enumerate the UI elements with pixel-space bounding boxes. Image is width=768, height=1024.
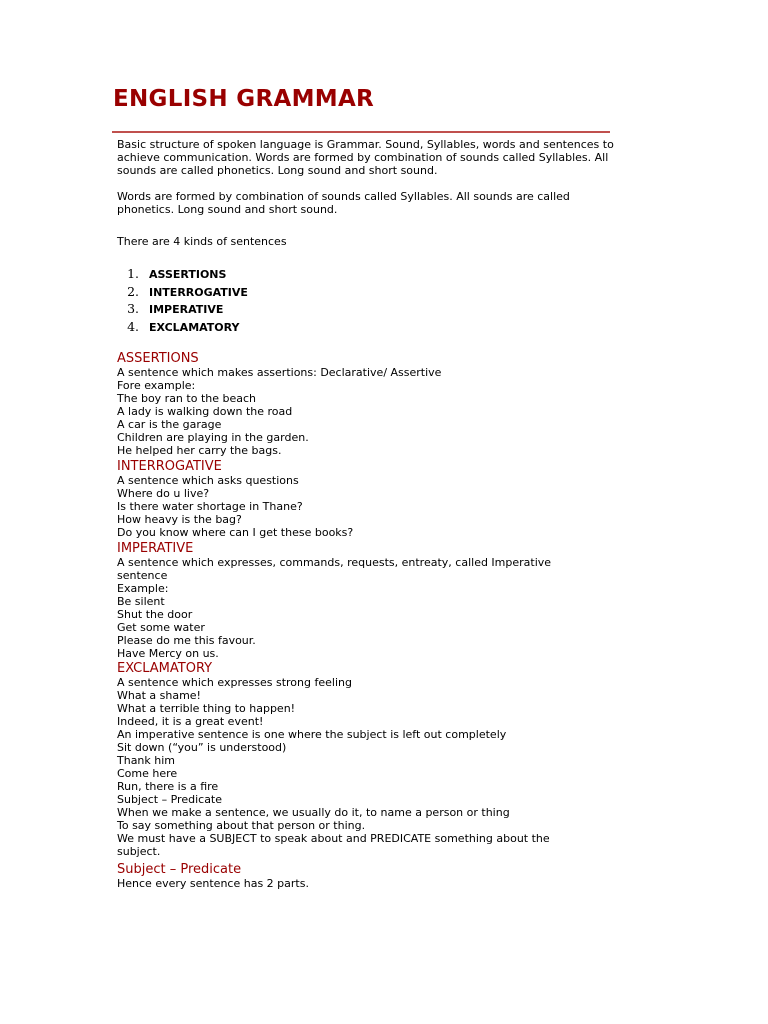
text-line: A lady is walking down the road — [117, 405, 293, 418]
text-line: Children are playing in the garden. — [117, 431, 309, 444]
section-interrogative — [117, 459, 617, 539]
text-line: He helped her carry the bags. — [117, 444, 282, 457]
section-lines — [117, 474, 617, 539]
sentence-kinds-list — [117, 266, 248, 336]
text-line: The boy ran to the beach — [117, 392, 257, 405]
text-line: A sentence which makes assertions: Declarative/ Assertive — [117, 366, 442, 379]
list-label: EXCLAMATORY — [149, 320, 240, 334]
text-line: Hence every sentence has 2 parts. — [117, 877, 309, 890]
text-line: Have Mercy on us. — [117, 647, 219, 660]
section-lines — [117, 366, 617, 457]
section-imperative — [117, 541, 617, 660]
text-line: Shut the door — [117, 608, 193, 621]
text-line: sentence — [117, 569, 168, 582]
text-line: How heavy is the bag? — [117, 513, 242, 526]
text-line: A car is the garage — [117, 418, 222, 431]
text-line: Subject – Predicate — [117, 793, 223, 806]
section-heading: Subject – Predicate — [117, 862, 242, 877]
document-title: ENGLISH GRAMMAR — [113, 86, 375, 112]
section-lines — [117, 676, 617, 858]
text-line: A sentence which expresses strong feeling — [117, 676, 352, 689]
section-heading: IMPERATIVE — [117, 541, 194, 556]
list-number: 1. — [127, 266, 139, 281]
section-heading: EXCLAMATORY — [117, 661, 213, 676]
text-line: Thank him — [117, 754, 176, 767]
section-assertions — [117, 351, 617, 457]
text-line: Be silent — [117, 595, 165, 608]
section-heading: INTERROGATIVE — [117, 459, 222, 474]
section-heading: ASSERTIONS — [117, 351, 199, 366]
list-label: INTERROGATIVE — [149, 285, 248, 299]
text-line: subject. — [117, 845, 161, 858]
text-line: What a terrible thing to happen! — [117, 702, 296, 715]
text-line: Is there water shortage in Thane? — [117, 500, 303, 513]
text-line: Where do u live? — [117, 487, 210, 500]
text-line: Come here — [117, 767, 178, 780]
intro-paragraph-1: Basic structure of spoken language is Grammar. Sound, Syllables, words and sentences to achieve communication. Words are formed by combination of sounds called Syllables. All sounds are called phonetics. Long sound and short sound. — [117, 138, 614, 177]
text-line: Sit down (“you” is understood) — [117, 741, 287, 754]
section-lines — [117, 877, 617, 890]
text-line: Please do me this favour. — [117, 634, 256, 647]
text-line: A sentence which asks questions — [117, 474, 299, 487]
list-number: 4. — [127, 318, 139, 334]
text-line: Get some water — [117, 621, 205, 634]
list-item — [117, 266, 248, 284]
text-line: Do you know where can I get these books? — [117, 526, 354, 539]
list-label: ASSERTIONS — [149, 268, 227, 281]
intro-paragraph-2: Words are formed by combination of sounds called Syllables. All sounds are called phonetics. Long sound and short sound. — [117, 190, 570, 216]
list-number: 2. — [127, 283, 139, 299]
text-line: An imperative sentence is one where the subject is left out completely — [117, 728, 507, 741]
section-subject-predicate — [117, 862, 617, 890]
section-exclamatory — [117, 661, 617, 858]
text-line: To say something about that person or thing. — [117, 819, 366, 832]
text-line: What a shame! — [117, 689, 201, 702]
text-line: We must have a SUBJECT to speak about and PREDICATE something about the — [117, 832, 550, 845]
list-number: 3. — [127, 301, 139, 316]
title-underline-rule — [112, 131, 610, 133]
text-line: Fore example: — [117, 379, 196, 392]
section-lines — [117, 556, 617, 660]
list-item — [117, 284, 248, 302]
text-line: Example: — [117, 582, 169, 595]
text-line: Run, there is a fire — [117, 780, 219, 793]
text-line: When we make a sentence, we usually do it, to name a person or thing — [117, 806, 510, 819]
list-label: IMPERATIVE — [149, 303, 224, 316]
text-line: Indeed, it is a great event! — [117, 715, 264, 728]
list-item — [117, 319, 248, 337]
list-item — [117, 301, 248, 319]
intro-paragraph-3: There are 4 kinds of sentences — [117, 235, 287, 248]
text-line: A sentence which expresses, commands, requests, entreaty, called Imperative — [117, 556, 552, 569]
